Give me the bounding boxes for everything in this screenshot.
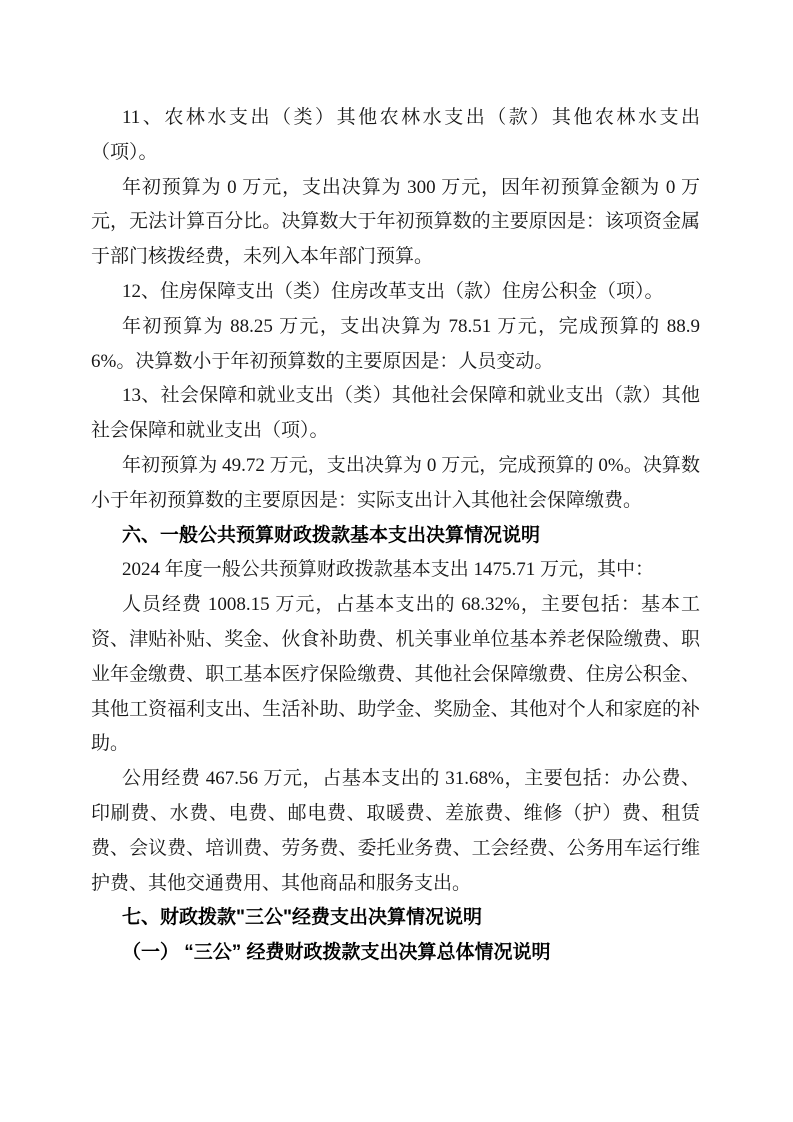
body-paragraph: 公用经费 467.56 万元，占基本支出的 31.68%，主要包括：办公费、印刷费、水费、电费、邮电费、取暖费、差旅费、维修（护）费、租赁费、会议费、培训费、劳务费、委托业务费、工会经费、公务用车运行维护费、其他交通费用、其他商品和服务支出。 <box>91 768 700 894</box>
document-content <box>91 101 700 971</box>
body-paragraph: 年初预算为 0 万元，支出决算为 300 万元，因年初预算金额为 0 万元，无法计算百分比。决算数大于年初预算数的主要原因是：该项资金属于部门核拨经费，未列入本年部门预算。 <box>91 176 700 268</box>
body-paragraph: 12、住房保障支出（类）住房改革支出（款）住房公积金（项）。 <box>122 280 664 302</box>
section-heading: 七、财政拨款"三公"经费支出决算情况说明 <box>122 907 483 929</box>
body-paragraph: 13、社会保障和就业支出（类）其他社会保障和就业支出（款）其他社会保障和就业支出（项）。 <box>91 385 700 442</box>
body-paragraph: 2024 年度一般公共预算财政拨款基本支出 1475.71 万元，其中： <box>122 559 655 581</box>
body-paragraph: 年初预算为 88.25 万元，支出决算为 78.51 万元，完成预算的 88.96%。决算数小于年初预算数的主要原因是：人员变动。 <box>91 315 700 372</box>
body-paragraph: 人员经费 1008.15 万元，占基本支出的 68.32%，主要包括：基本工资、津贴补贴、奖金、伙食补助费、机关事业单位基本养老保险缴费、职业年金缴费、职工基本医疗保险缴费、其他社会保障缴费、住房公积金、其他工资福利支出、生活补助、助学金、奖励金、其他对个人和家庭的补助。 <box>91 594 700 755</box>
section-heading: 六、一般公共预算财政拨款基本支出决算情况说明 <box>122 524 541 546</box>
body-paragraph: 11、农林水支出（类）其他农林水支出（款）其他农林水支出（项）。 <box>91 107 700 163</box>
body-paragraph: 年初预算为 49.72 万元，支出决算为 0 万元，完成预算的 0%。决算数小于年初预算数的主要原因是：实际支出计入其他社会保障缴费。 <box>91 454 700 511</box>
section-heading: （一） “三公” 经费财政拨款支出决算总体情况说明 <box>122 942 551 964</box>
